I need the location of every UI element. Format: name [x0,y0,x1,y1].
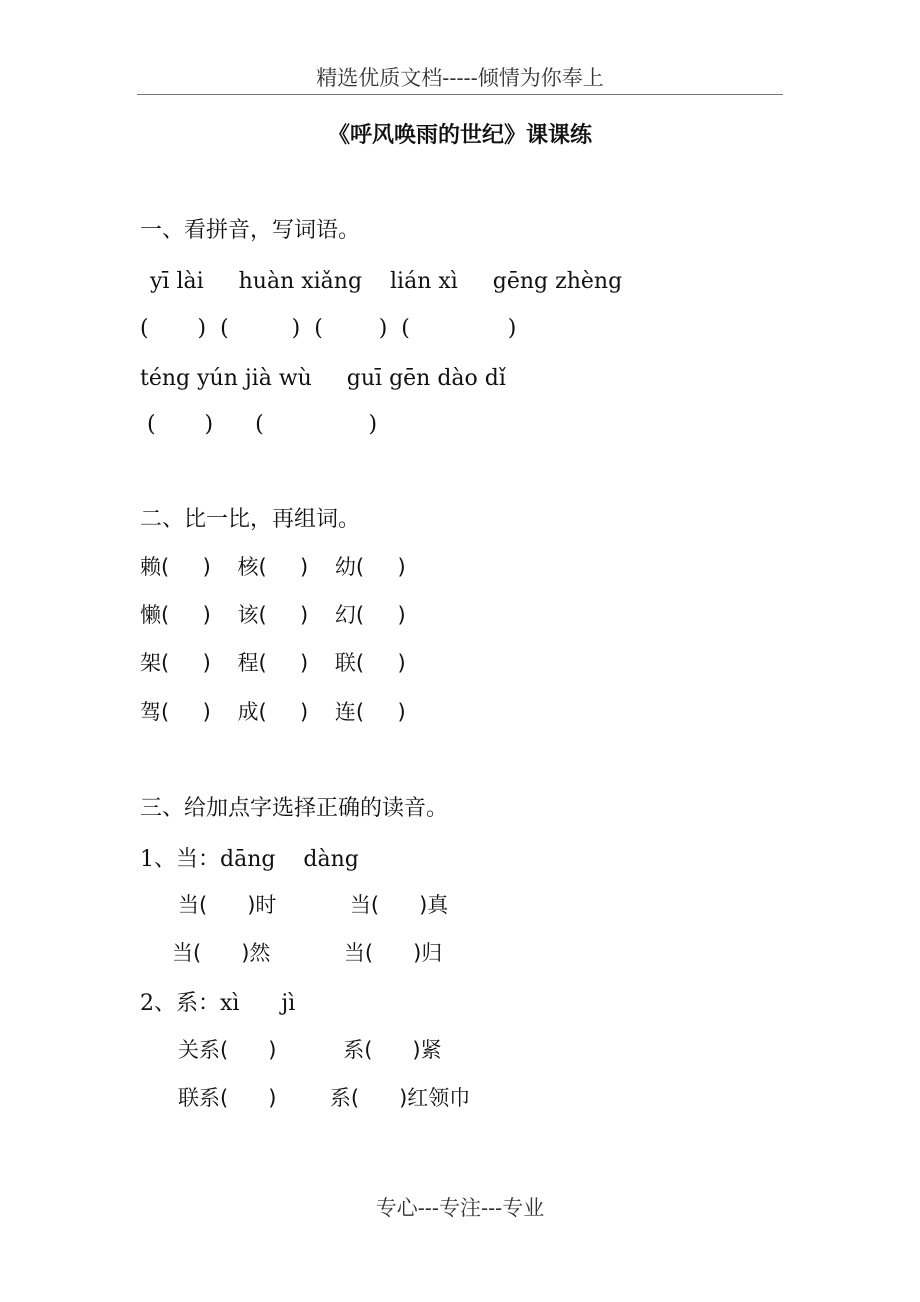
page-title: 《呼风唤雨的世纪》课课练 [327,122,592,148]
pinyin-row-1: yī lài huàn xiǎng lián xì gēng zhèng [150,269,623,294]
page-header: 精选优质文档-----倾情为你奉上 [316,66,604,90]
q1-row-2: 当( )然 当( )归 [172,941,443,965]
compare-row-4: 驾( ) 成( ) 连( ) [140,700,406,724]
pinyin-row-2: téng yún jià wù guī gēn dào dǐ [140,366,506,391]
q2-row-1: 关系( ) 系( )紧 [178,1038,442,1062]
section1-heading: 一、看拼音，写词语。 [140,218,361,243]
compare-row-1: 赖( ) 核( ) 幼( ) [140,555,406,579]
answer-blanks-row-2: ( ) ( ) [147,412,378,437]
answer-blanks-row-1: ( ) ( ) ( ) ( ) [140,316,517,341]
section3-heading: 三、给加点字选择正确的读音。 [140,796,449,821]
q1-row-1: 当( )时 当( )真 [178,893,449,917]
q2-label: 2、系：xì jì [140,991,296,1016]
header-divider [137,94,783,95]
page-footer: 专心---专注---专业 [375,1196,545,1220]
compare-row-2: 懒( ) 该( ) 幻( ) [140,603,406,627]
q1-label: 1、当：dāng dàng [140,847,359,872]
q2-row-2: 联系( ) 系( )红领巾 [178,1086,471,1110]
compare-row-3: 架( ) 程( ) 联( ) [140,651,406,675]
section2-heading: 二、比一比，再组词。 [140,507,361,532]
